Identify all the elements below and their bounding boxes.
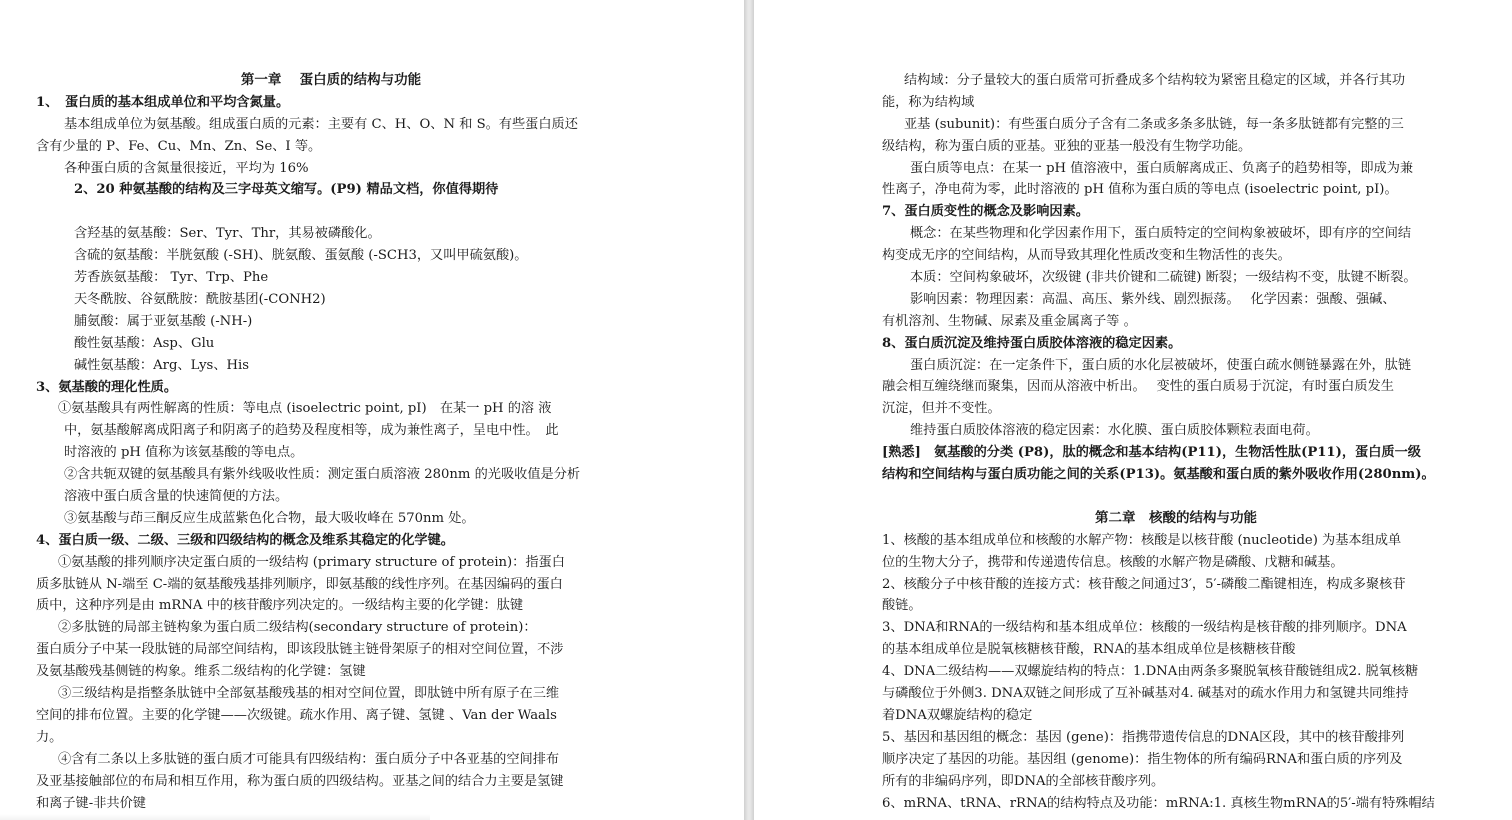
text-line: 含硫的氨基酸：半胱氨酸 (-SH)、胱氨酸、蛋氨酸 (-SCH3，又叫甲硫氨酸)。	[74, 248, 528, 264]
text-line: 时溶液的 pH 值称为该氨基酸的等电点。	[64, 445, 304, 461]
section-heading: 3、氨基酸的理化性质。	[36, 379, 178, 395]
text-line: ③氨基酸与茚三酮反应生成蓝紫色化合物，最大吸收峰在 570nm 处。	[64, 510, 475, 526]
text-line: 和离子键-非共价键	[36, 795, 146, 811]
text-line: 力。	[36, 729, 63, 745]
text-line: 沉淀，但并不变性。	[882, 401, 1001, 417]
right-column	[882, 70, 1470, 814]
page-bottom-shade	[0, 814, 430, 820]
text-line: 着DNA双螺旋结构的稳定	[882, 707, 1033, 723]
blank-line	[36, 201, 626, 223]
text-line: 3、DNA和RNA的一级结构和基本组成单位：核酸的一级结构是核苷酸的排列顺序。DNA	[882, 620, 1407, 636]
section-heading: 7、蛋白质变性的概念及影响因素。	[882, 204, 1089, 220]
section-heading: [熟悉] 氨基酸的分类 (P8)，肽的概念和基本结构(P11)，生物活性肽(P11)，蛋白质一级	[882, 445, 1421, 461]
text-line: 芳香族氨基酸： Tyr、Trp、Phe	[74, 270, 269, 286]
text-line: 基本组成单位为氨基酸。组成蛋白质的元素：主要有 C、H、O、N 和 S。有些蛋白质还	[64, 116, 578, 132]
text-line: 的基本组成单位是脱氧核糖核苷酸，RNA的基本组成单位是核糖核苷酸	[882, 642, 1296, 658]
text-line: 含有少量的 P、Fe、Cu、Mn、Zn、Se、I 等。	[36, 138, 322, 154]
text-line: 顺序决定了基因的功能。基因组 (genome)：指生物体的所有编码RNA和蛋白质的序列及	[882, 751, 1403, 767]
text-line: 亚基 (subunit)：有些蛋白质分子含有二条或多条多肽链，每一条多肽链都有完整的三	[904, 116, 1404, 132]
text-line: 级结构，称为蛋白质的亚基。亚独的亚基一般没有生物学功能。	[882, 138, 1252, 154]
section-heading: 2、20 种氨基酸的结构及三字母英文缩写。(P9) 精品文档，你值得期待	[74, 182, 499, 198]
text-line: 质中，这种序列是由 mRNA 中的核苷酸序列决定的。一级结构主要的化学键：肽键	[36, 598, 524, 614]
text-line: 溶液中蛋白质含量的快速简便的方法。	[64, 489, 289, 505]
text-line: 脯氨酸：属于亚氨基酸 (-NH-)	[74, 313, 253, 329]
text-line: 能，称为结构域	[882, 94, 975, 110]
text-line: 中，氨基酸解离成阳离子和阴离子的趋势及程度相等，成为兼性离子，呈电中性。 此	[64, 423, 559, 439]
text-line: 酸链。	[882, 598, 922, 614]
section-heading: 4、蛋白质一级、二级、三级和四级结构的概念及维系其稳定的化学键。	[36, 532, 454, 548]
text-line: 6、mRNA、tRNA、rRNA的结构特点及功能：mRNA:1. 真核生物mRNA的5′-端有特殊帽结	[882, 795, 1435, 811]
text-line: 蛋白质沉淀：在一定条件下，蛋白质的水化层被破坏，使蛋白疏水侧链暴露在外，肽链	[910, 357, 1412, 373]
text-line: 碱性氨基酸：Arg、Lys、His	[74, 357, 249, 373]
page-right	[754, 0, 1512, 820]
text-line: ④含有二条以上多肽链的蛋白质才可能具有四级结构：蛋白质分子中各亚基的空间排布	[58, 751, 560, 767]
section-heading: 结构和空间结构与蛋白质功能之间的关系(P13)。氨基酸和蛋白质的紫外吸收作用(280nm)。	[882, 467, 1435, 483]
text-line: 概念：在某些物理和化学因素作用下，蛋白质特定的空间构象被破坏，即有序的空间结	[910, 226, 1412, 242]
text-line: 与磷酸位于外侧3. DNA双链之间形成了互补碱基对4. 碱基对的疏水作用力和氢键共同维持	[882, 686, 1409, 702]
text-line: ③三级结构是指整条肽链中全部氨基酸残基的相对空间位置，即肽链中所有原子在三维	[58, 686, 560, 702]
blank-line	[882, 486, 1470, 508]
text-line: 结构域：分子量较大的蛋白质常可折叠成多个结构较为紧密且稳定的区域，并各行其功	[904, 73, 1406, 88]
chapter-title: 第一章 蛋白质的结构与功能	[240, 72, 422, 88]
text-line: 及氨基酸残基侧链的构象。维系二级结构的化学键：氢键	[36, 664, 366, 680]
text-line: 酸性氨基酸：Asp、Glu	[74, 335, 215, 351]
text-line: 1、核酸的基本组成单位和核酸的水解产物：核酸是以核苷酸 (nucleotide) 为基本组成单	[882, 532, 1402, 548]
text-line: 4、DNA二级结构——双螺旋结构的特点：1.DNA由两条多聚脱氧核苷酸链组成2. 脱氧核糖	[882, 664, 1419, 680]
text-line: 蛋白质分子中某一段肽链的局部空间结构，即该段肽链主链骨架原子的相对空间位置，不涉	[36, 642, 564, 658]
chapter-title: 第二章 核酸的结构与功能	[1095, 509, 1257, 526]
page-left	[0, 0, 744, 820]
page-gutter	[744, 0, 754, 820]
text-line: 空间的排布位置。主要的化学键——次级键。疏水作用、离子键、氢键 、Van der Waals	[36, 707, 557, 723]
text-line: 所有的非编码序列，即DNA的全部核苷酸序列。	[882, 773, 1165, 789]
text-line: 融会相互缠绕继而聚集，因而从溶液中析出。 变性的蛋白质易于沉淀，有时蛋白质发生	[882, 379, 1394, 395]
text-line: ②多肽链的局部主链构象为蛋白质二级结构(secondary structure of protein)：	[58, 620, 537, 636]
text-line: 及亚基接触部位的布局和相互作用，称为蛋白质的四级结构。亚基之间的结合力主要是氢键	[36, 773, 564, 789]
text-line: 构变成无序的空间结构，从而导致其理化性质改变和生物活性的丧失。	[882, 248, 1291, 264]
text-line: ①氨基酸具有两性解离的性质：等电点 (isoelectric point, pI) 在某一 pH 的溶 液	[58, 401, 552, 417]
section-heading: 1、 蛋白质的基本组成单位和平均含氮量。	[36, 94, 290, 110]
left-column	[36, 70, 626, 814]
text-line: 天冬酰胺、谷氨酰胺：酰胺基团(-CONH2)	[74, 292, 326, 308]
text-line: 性离子，净电荷为零，此时溶液的 pH 值称为蛋白质的等电点 (isoelectric point, pI)。	[882, 182, 1398, 198]
text-line: 5、基因和基因组的概念：基因 (gene)：指携带遗传信息的DNA区段，其中的核苷酸排列	[882, 729, 1405, 745]
text-line: ②含共轭双键的氨基酸具有紫外线吸收性质：测定蛋白质溶液 280nm 的光吸收值是分析	[64, 467, 581, 483]
text-line: 含羟基的氨基酸：Ser、Tyr、Thr，其易被磷酸化。	[74, 226, 381, 242]
text-line: 本质：空间构象破坏，次级键 (非共价键和二硫键) 断裂；一级结构不变，肽键不断裂。	[910, 270, 1417, 286]
text-line: 质多肽链从 N-端至 C-端的氨基酸残基排列顺序，即氨基酸的线性序列。在基因编码的蛋白	[36, 576, 563, 592]
text-line: 有机溶剂、生物碱、尿素及重金属离子等 。	[882, 313, 1137, 329]
text-line: 2、核酸分子中核苷酸的连接方式：核苷酸之间通过3′，5′-磷酸二酯键相连，构成多聚核苷	[882, 576, 1406, 592]
text-line: 各种蛋白质的含氮量很接近，平均为 16%	[64, 160, 309, 176]
text-line: ①氨基酸的排列顺序决定蛋白质的一级结构 (primary structure of protein)：指蛋白	[58, 554, 565, 570]
section-heading: 8、蛋白质沉淀及维持蛋白质胶体溶液的稳定因素。	[882, 335, 1182, 351]
text-line: 蛋白质等电点：在某一 pH 值溶液中，蛋白质解离成正、负离子的趋势相等，即成为兼	[910, 160, 1414, 176]
text-line: 维持蛋白质胶体溶液的稳定因素：水化膜、蛋白质胶体颗粒表面电荷。	[910, 423, 1319, 439]
text-line: 位的生物大分子，携带和传递遗传信息。核酸的水解产物是磷酸、戊糖和碱基。	[882, 554, 1344, 570]
text-line: 影响因素：物理因素：高温、高压、紫外线、剧烈振荡。 化学因素：强酸、强碱、	[910, 291, 1396, 307]
